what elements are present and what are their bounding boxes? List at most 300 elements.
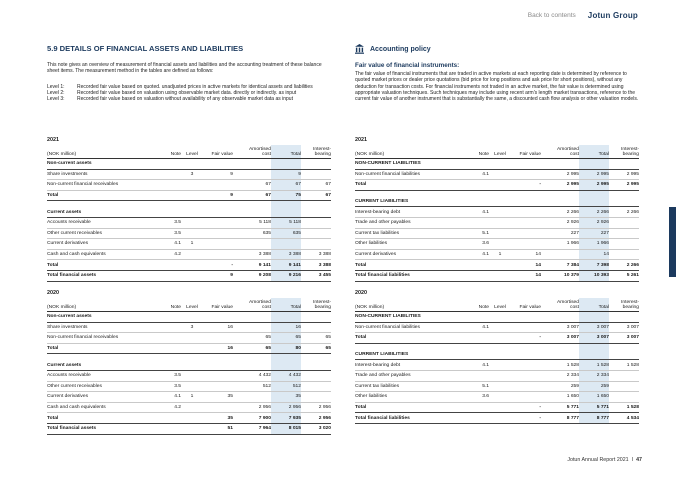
- table-row: [47, 159, 331, 170]
- cell-fv: [203, 180, 233, 191]
- cell-level: [181, 190, 203, 201]
- cell-label: Other current receivables: [47, 381, 155, 392]
- column-header-interest: Interest- bearing: [609, 298, 639, 312]
- cell-note: [463, 180, 489, 191]
- cell-am: 2 995: [541, 169, 579, 180]
- cell-ib: 3 388: [301, 260, 331, 271]
- cell-note: 3.5: [155, 381, 181, 392]
- cell-ib: 2 956: [301, 402, 331, 413]
- cell-am: 67: [233, 180, 271, 191]
- table-row: [47, 381, 331, 392]
- cell-level: [489, 402, 511, 413]
- cell-note: [463, 350, 489, 360]
- cell-note: [463, 370, 489, 381]
- cell-note: [155, 322, 181, 333]
- cell-note: [155, 343, 181, 354]
- cell-am: 3 388: [233, 249, 271, 260]
- cell-am: 65: [233, 343, 271, 354]
- cell-level: [181, 381, 203, 392]
- top-navigation: [528, 11, 638, 20]
- cell-ib: [609, 392, 639, 403]
- cell-ib: [609, 197, 639, 207]
- cell-label: Interest-bearing debt: [355, 207, 463, 218]
- table-row: [47, 322, 331, 333]
- cell-fv: 35: [203, 392, 233, 403]
- cell-total: 1 528: [579, 360, 609, 371]
- cell-level: [489, 197, 511, 207]
- cell-label: Current assets: [47, 207, 155, 217]
- cell-note: 4.1: [155, 239, 181, 250]
- cell-total: 2 995: [579, 169, 609, 180]
- cell-fv: -: [511, 180, 541, 191]
- table-row: [355, 169, 639, 180]
- cell-label: Non-current financial liabilities: [355, 322, 463, 333]
- cell-am: 67: [233, 190, 271, 201]
- cell-note: [155, 413, 181, 424]
- table-row: [47, 333, 331, 344]
- cell-total: 3 388: [271, 249, 301, 260]
- cell-fv: [203, 207, 233, 217]
- cell-label: NON-CURRENT LIABILITIES: [355, 159, 463, 170]
- cell-ib: 67: [301, 190, 331, 201]
- cell-note: 3.5: [155, 217, 181, 228]
- cell-label: Current tax liabilities: [355, 381, 463, 392]
- year-label: 2020: [355, 290, 367, 296]
- cell-level: [181, 260, 203, 271]
- cell-ib: 3 455: [301, 270, 331, 281]
- cell-note: 4.1: [463, 207, 489, 218]
- assets-table-2020: [47, 298, 331, 435]
- column-header-amortised: Amortised cost: [541, 145, 579, 159]
- table-row: [47, 217, 331, 228]
- cell-am: 227: [541, 228, 579, 239]
- cell-ib: [609, 381, 639, 392]
- cell-ib: 3 020: [301, 423, 331, 434]
- cell-am: [541, 350, 579, 360]
- table-header-row: [47, 298, 331, 312]
- cell-am: 1 650: [541, 392, 579, 403]
- table-row: [355, 207, 639, 218]
- cell-label: Total financial liabilities: [355, 413, 463, 424]
- cell-fv: [511, 169, 541, 180]
- cell-fv: [511, 370, 541, 381]
- column-header-note: Note: [155, 298, 181, 312]
- cell-ib: [301, 207, 331, 217]
- liabilities-table-2020: [355, 298, 639, 424]
- cell-level: [489, 333, 511, 344]
- cell-fv: 14: [511, 249, 541, 260]
- table-header-row: [355, 298, 639, 312]
- cell-label: Cash and cash equivalents: [47, 249, 155, 260]
- cell-level: [489, 270, 511, 281]
- cell-level: [181, 402, 203, 413]
- cell-label: Accounts receivable: [47, 370, 155, 381]
- cell-note: [463, 270, 489, 281]
- table-row: [355, 360, 639, 371]
- cell-ib: [301, 239, 331, 250]
- cell-fv: [511, 312, 541, 323]
- cell-note: 3.5: [155, 228, 181, 239]
- cell-label: Other liabilities: [355, 392, 463, 403]
- cell-label: Total: [355, 180, 463, 191]
- cell-am: 1 528: [541, 360, 579, 371]
- cell-total: 512: [271, 381, 301, 392]
- cell-am: [233, 169, 271, 180]
- cell-level: 3: [181, 169, 203, 180]
- table-row: [47, 312, 331, 323]
- table-row: [47, 402, 331, 413]
- cell-label: Accounts receivable: [47, 217, 155, 228]
- cell-level: 1: [181, 392, 203, 403]
- cell-fv: [203, 381, 233, 392]
- level-definition: Level 3: Recorded fair value based on valuation without availability of any observable market data as input: [47, 96, 293, 103]
- cell-am: [233, 322, 271, 333]
- cell-label: Non-current assets: [47, 159, 155, 170]
- cell-ib: [301, 159, 331, 170]
- cell-label: Other current receivables: [47, 228, 155, 239]
- cell-note: [463, 333, 489, 344]
- column-header-unit: (NOK million): [355, 145, 463, 159]
- cell-ib: [609, 239, 639, 250]
- cell-total: 2 995: [579, 180, 609, 191]
- cell-ib: 3 007: [609, 322, 639, 333]
- level-definitions: [47, 84, 337, 102]
- cell-note: [463, 402, 489, 413]
- table-header-row: [47, 145, 331, 159]
- cell-label: Other liabilities: [355, 239, 463, 250]
- back-to-contents-link[interactable]: Back to contents: [527, 12, 576, 19]
- table-row: [355, 159, 639, 170]
- cell-note: 3.6: [463, 239, 489, 250]
- cell-fv: [203, 360, 233, 370]
- cell-ib: 67: [301, 180, 331, 191]
- cell-total: 259: [579, 381, 609, 392]
- cell-label: Current assets: [47, 360, 155, 370]
- cell-note: [155, 423, 181, 434]
- cell-am: 10 379: [541, 270, 579, 281]
- cell-ib: 65: [301, 333, 331, 344]
- cell-label: Current derivatives: [47, 239, 155, 250]
- cell-am: [233, 239, 271, 250]
- cell-level: [181, 228, 203, 239]
- cell-level: [489, 360, 511, 371]
- cell-am: 7 384: [541, 260, 579, 271]
- cell-am: 3 007: [541, 322, 579, 333]
- cell-ib: [609, 217, 639, 228]
- cell-total: [579, 350, 609, 360]
- cell-level: [181, 370, 203, 381]
- bank-icon: [355, 44, 364, 54]
- cell-ib: [301, 312, 331, 323]
- table-row: [355, 239, 639, 250]
- cell-label: Share investments: [47, 169, 155, 180]
- cell-total: 75: [271, 190, 301, 201]
- cell-ib: [301, 360, 331, 370]
- table-header-row: [355, 145, 639, 159]
- accounting-policy-heading: [355, 44, 431, 54]
- table-row: [355, 333, 639, 344]
- cell-am: [541, 312, 579, 323]
- cell-ib: [609, 370, 639, 381]
- cell-total: 35: [271, 392, 301, 403]
- table-row: [47, 190, 331, 201]
- cell-ib: 65: [301, 343, 331, 354]
- cell-note: 4.1: [155, 392, 181, 403]
- cell-total: 5 771: [579, 402, 609, 413]
- cell-label: Total: [47, 343, 155, 354]
- column-header-note: Note: [463, 145, 489, 159]
- level-definition: Level 2: Recorded fair value based on valuation using observable market data. directly or indirectly. as input: [47, 90, 297, 97]
- column-header-amortised: Amortised cost: [233, 298, 271, 312]
- intro-text: This note gives an overview of measurement of financial assets and liabilities and the accounting treatment of these balance sheet items. The measurement method in the tables are defined as follows:: [47, 62, 322, 75]
- column-header-unit: (NOK million): [355, 298, 463, 312]
- cell-fv: 14: [511, 270, 541, 281]
- cell-total: 2 334: [579, 370, 609, 381]
- cell-ib: [609, 312, 639, 323]
- cell-level: [489, 413, 511, 424]
- table-row: [355, 322, 639, 333]
- footer-report-name: Jotun Annual Report 2021: [567, 457, 629, 463]
- cell-label: Share investments: [47, 322, 155, 333]
- cell-level: [181, 207, 203, 217]
- cell-fv: 9: [203, 270, 233, 281]
- cell-fv: [203, 312, 233, 323]
- cell-am: [541, 249, 579, 260]
- cell-fv: -: [511, 333, 541, 344]
- cell-note: 3.6: [463, 392, 489, 403]
- cell-total: 8 777: [579, 413, 609, 424]
- cell-total: 7 935: [271, 413, 301, 424]
- column-header-total: Total: [271, 145, 301, 159]
- table-row: [355, 413, 639, 424]
- year-label: 2021: [47, 137, 59, 143]
- cell-note: 4.1: [463, 169, 489, 180]
- cell-total: 10 393: [579, 270, 609, 281]
- cell-am: 9 208: [233, 270, 271, 281]
- column-header-fair-value: Fair value: [511, 145, 541, 159]
- cell-note: [463, 312, 489, 323]
- cell-level: [489, 207, 511, 218]
- cell-label: Current derivatives: [355, 249, 463, 260]
- cell-label: Interest-bearing debt: [355, 360, 463, 371]
- cell-label: Total financial liabilities: [355, 270, 463, 281]
- cell-am: 2 266: [541, 207, 579, 218]
- cell-am: 5 118: [233, 217, 271, 228]
- cell-ib: [609, 228, 639, 239]
- cell-level: 3: [181, 322, 203, 333]
- cell-fv: -: [511, 402, 541, 413]
- cell-total: 227: [579, 228, 609, 239]
- cell-level: [181, 249, 203, 260]
- cell-am: 2 956: [233, 402, 271, 413]
- cell-note: [155, 207, 181, 217]
- cell-am: [541, 159, 579, 170]
- column-header-interest: Interest- bearing: [301, 298, 331, 312]
- year-label: 2020: [47, 290, 59, 296]
- cell-ib: 4 534: [609, 413, 639, 424]
- cell-level: [489, 228, 511, 239]
- cell-total: [271, 312, 301, 323]
- cell-total: 8 015: [271, 423, 301, 434]
- cell-fv: [511, 159, 541, 170]
- cell-note: 4.1: [463, 360, 489, 371]
- cell-fv: 9: [203, 169, 233, 180]
- cell-am: 2 334: [541, 370, 579, 381]
- cell-label: Current derivatives: [47, 392, 155, 403]
- cell-total: 2 956: [271, 402, 301, 413]
- cell-label: CURRENT LIABILITIES: [355, 197, 463, 207]
- cell-fv: 51: [203, 423, 233, 434]
- column-header-interest: Interest- bearing: [301, 145, 331, 159]
- column-header-note: Note: [155, 145, 181, 159]
- cell-level: [489, 159, 511, 170]
- cell-fv: [511, 381, 541, 392]
- cell-label: Total: [355, 260, 463, 271]
- cell-total: 4 432: [271, 370, 301, 381]
- cell-ib: [609, 249, 639, 260]
- column-header-amortised: Amortised cost: [541, 298, 579, 312]
- cell-level: [489, 370, 511, 381]
- cell-label: Trade and other payables: [355, 217, 463, 228]
- table-row: [355, 228, 639, 239]
- cell-total: 16: [271, 322, 301, 333]
- cell-am: 8 777: [541, 413, 579, 424]
- cell-total: 1 650: [579, 392, 609, 403]
- cell-note: 3.5: [155, 370, 181, 381]
- cell-note: [155, 270, 181, 281]
- cell-total: [579, 312, 609, 323]
- cell-fv: 9: [203, 190, 233, 201]
- cell-am: [233, 392, 271, 403]
- cell-total: 3 007: [579, 322, 609, 333]
- cell-total: [271, 239, 301, 250]
- table-row: [355, 381, 639, 392]
- cell-am: 512: [233, 381, 271, 392]
- cell-total: 5 118: [271, 217, 301, 228]
- cell-fv: -: [511, 413, 541, 424]
- cell-level: [489, 217, 511, 228]
- column-header-unit: (NOK million): [47, 298, 155, 312]
- cell-am: [233, 159, 271, 170]
- cell-level: [489, 260, 511, 271]
- fair-value-text: The fair value of financial instruments that are traded in active markets at each reporting date is determined by reference to quoted market prices or dealer price quotations (bid price for long positions and ask price for short positions), without any deduction for transaction costs. For financial instruments not traded in an active market, the fair value is determined using appropriate valuation techniques. Such techniques may include using recent arm's length market transactions, reference to the current fair value of another instrument that is substantially the same, a discounted cash flow analysis or other valuation models.: [355, 71, 639, 103]
- cell-level: [489, 350, 511, 360]
- cell-ib: 5 261: [609, 270, 639, 281]
- column-header-total: Total: [579, 145, 609, 159]
- cell-am: 2 995: [541, 180, 579, 191]
- cell-am: [233, 312, 271, 323]
- cell-note: [155, 333, 181, 344]
- cell-fv: [511, 207, 541, 218]
- column-header-level: Level: [489, 145, 511, 159]
- column-header-amortised: Amortised cost: [233, 145, 271, 159]
- cell-label: NON-CURRENT LIABILITIES: [355, 312, 463, 323]
- cell-total: 2 266: [579, 207, 609, 218]
- cell-total: 1 966: [579, 239, 609, 250]
- column-header-note: Note: [463, 298, 489, 312]
- liabilities-table-2021: [355, 145, 639, 282]
- cell-ib: 1 528: [609, 402, 639, 413]
- cell-am: 259: [541, 381, 579, 392]
- cell-total: [271, 360, 301, 370]
- cell-note: [155, 169, 181, 180]
- cell-fv: [511, 322, 541, 333]
- table-row: [355, 270, 639, 281]
- cell-note: [463, 260, 489, 271]
- table-row: [47, 392, 331, 403]
- cell-level: [489, 392, 511, 403]
- cell-fv: [203, 217, 233, 228]
- cell-fv: -: [203, 260, 233, 271]
- accounting-policy-title: Accounting policy: [370, 45, 431, 53]
- cell-am: 1 966: [541, 239, 579, 250]
- cell-label: Non-current financial liabilities: [355, 169, 463, 180]
- table-row: [47, 270, 331, 281]
- cell-fv: [511, 197, 541, 207]
- table-row: [47, 423, 331, 434]
- cell-ib: [301, 322, 331, 333]
- cell-note: [155, 180, 181, 191]
- cell-label: Current tax liabilities: [355, 228, 463, 239]
- footer-separator: I: [631, 457, 634, 463]
- cell-note: 5.1: [463, 381, 489, 392]
- column-header-level: Level: [489, 298, 511, 312]
- table-row: [47, 169, 331, 180]
- table-row: [47, 413, 331, 424]
- table-row: [47, 180, 331, 191]
- cell-total: 2 926: [579, 217, 609, 228]
- brand-name: Jotun Group: [587, 11, 638, 20]
- cell-total: 9: [271, 169, 301, 180]
- cell-note: [463, 413, 489, 424]
- column-header-fair-value: Fair value: [203, 298, 233, 312]
- cell-label: Cash and cash equivalents: [47, 402, 155, 413]
- cell-total: 67: [271, 180, 301, 191]
- column-header-level: Level: [181, 145, 203, 159]
- table-row: [47, 228, 331, 239]
- table-row: [47, 343, 331, 354]
- cell-label: Trade and other payables: [355, 370, 463, 381]
- table-row: [47, 370, 331, 381]
- cell-ib: 2 995: [609, 180, 639, 191]
- cell-ib: [609, 350, 639, 360]
- cell-total: 9 216: [271, 270, 301, 281]
- table-row: [47, 249, 331, 260]
- cell-ib: [301, 169, 331, 180]
- cell-am: [541, 197, 579, 207]
- cell-label: Total: [47, 190, 155, 201]
- cell-fv: [203, 402, 233, 413]
- table-row: [47, 239, 331, 250]
- cell-fv: 35: [203, 413, 233, 424]
- table-row: [355, 370, 639, 381]
- cell-fv: [511, 228, 541, 239]
- table-row: [355, 249, 639, 260]
- cell-level: [181, 159, 203, 170]
- table-row: [355, 350, 639, 360]
- cell-note: [155, 190, 181, 201]
- cell-total: 3 007: [579, 333, 609, 344]
- table-row: [355, 197, 639, 207]
- cell-note: 4.2: [155, 402, 181, 413]
- cell-ib: [301, 228, 331, 239]
- cell-level: [489, 381, 511, 392]
- table-row: [355, 402, 639, 413]
- cell-note: [463, 217, 489, 228]
- table-row: [355, 217, 639, 228]
- cell-am: 4 432: [233, 370, 271, 381]
- cell-note: [155, 312, 181, 323]
